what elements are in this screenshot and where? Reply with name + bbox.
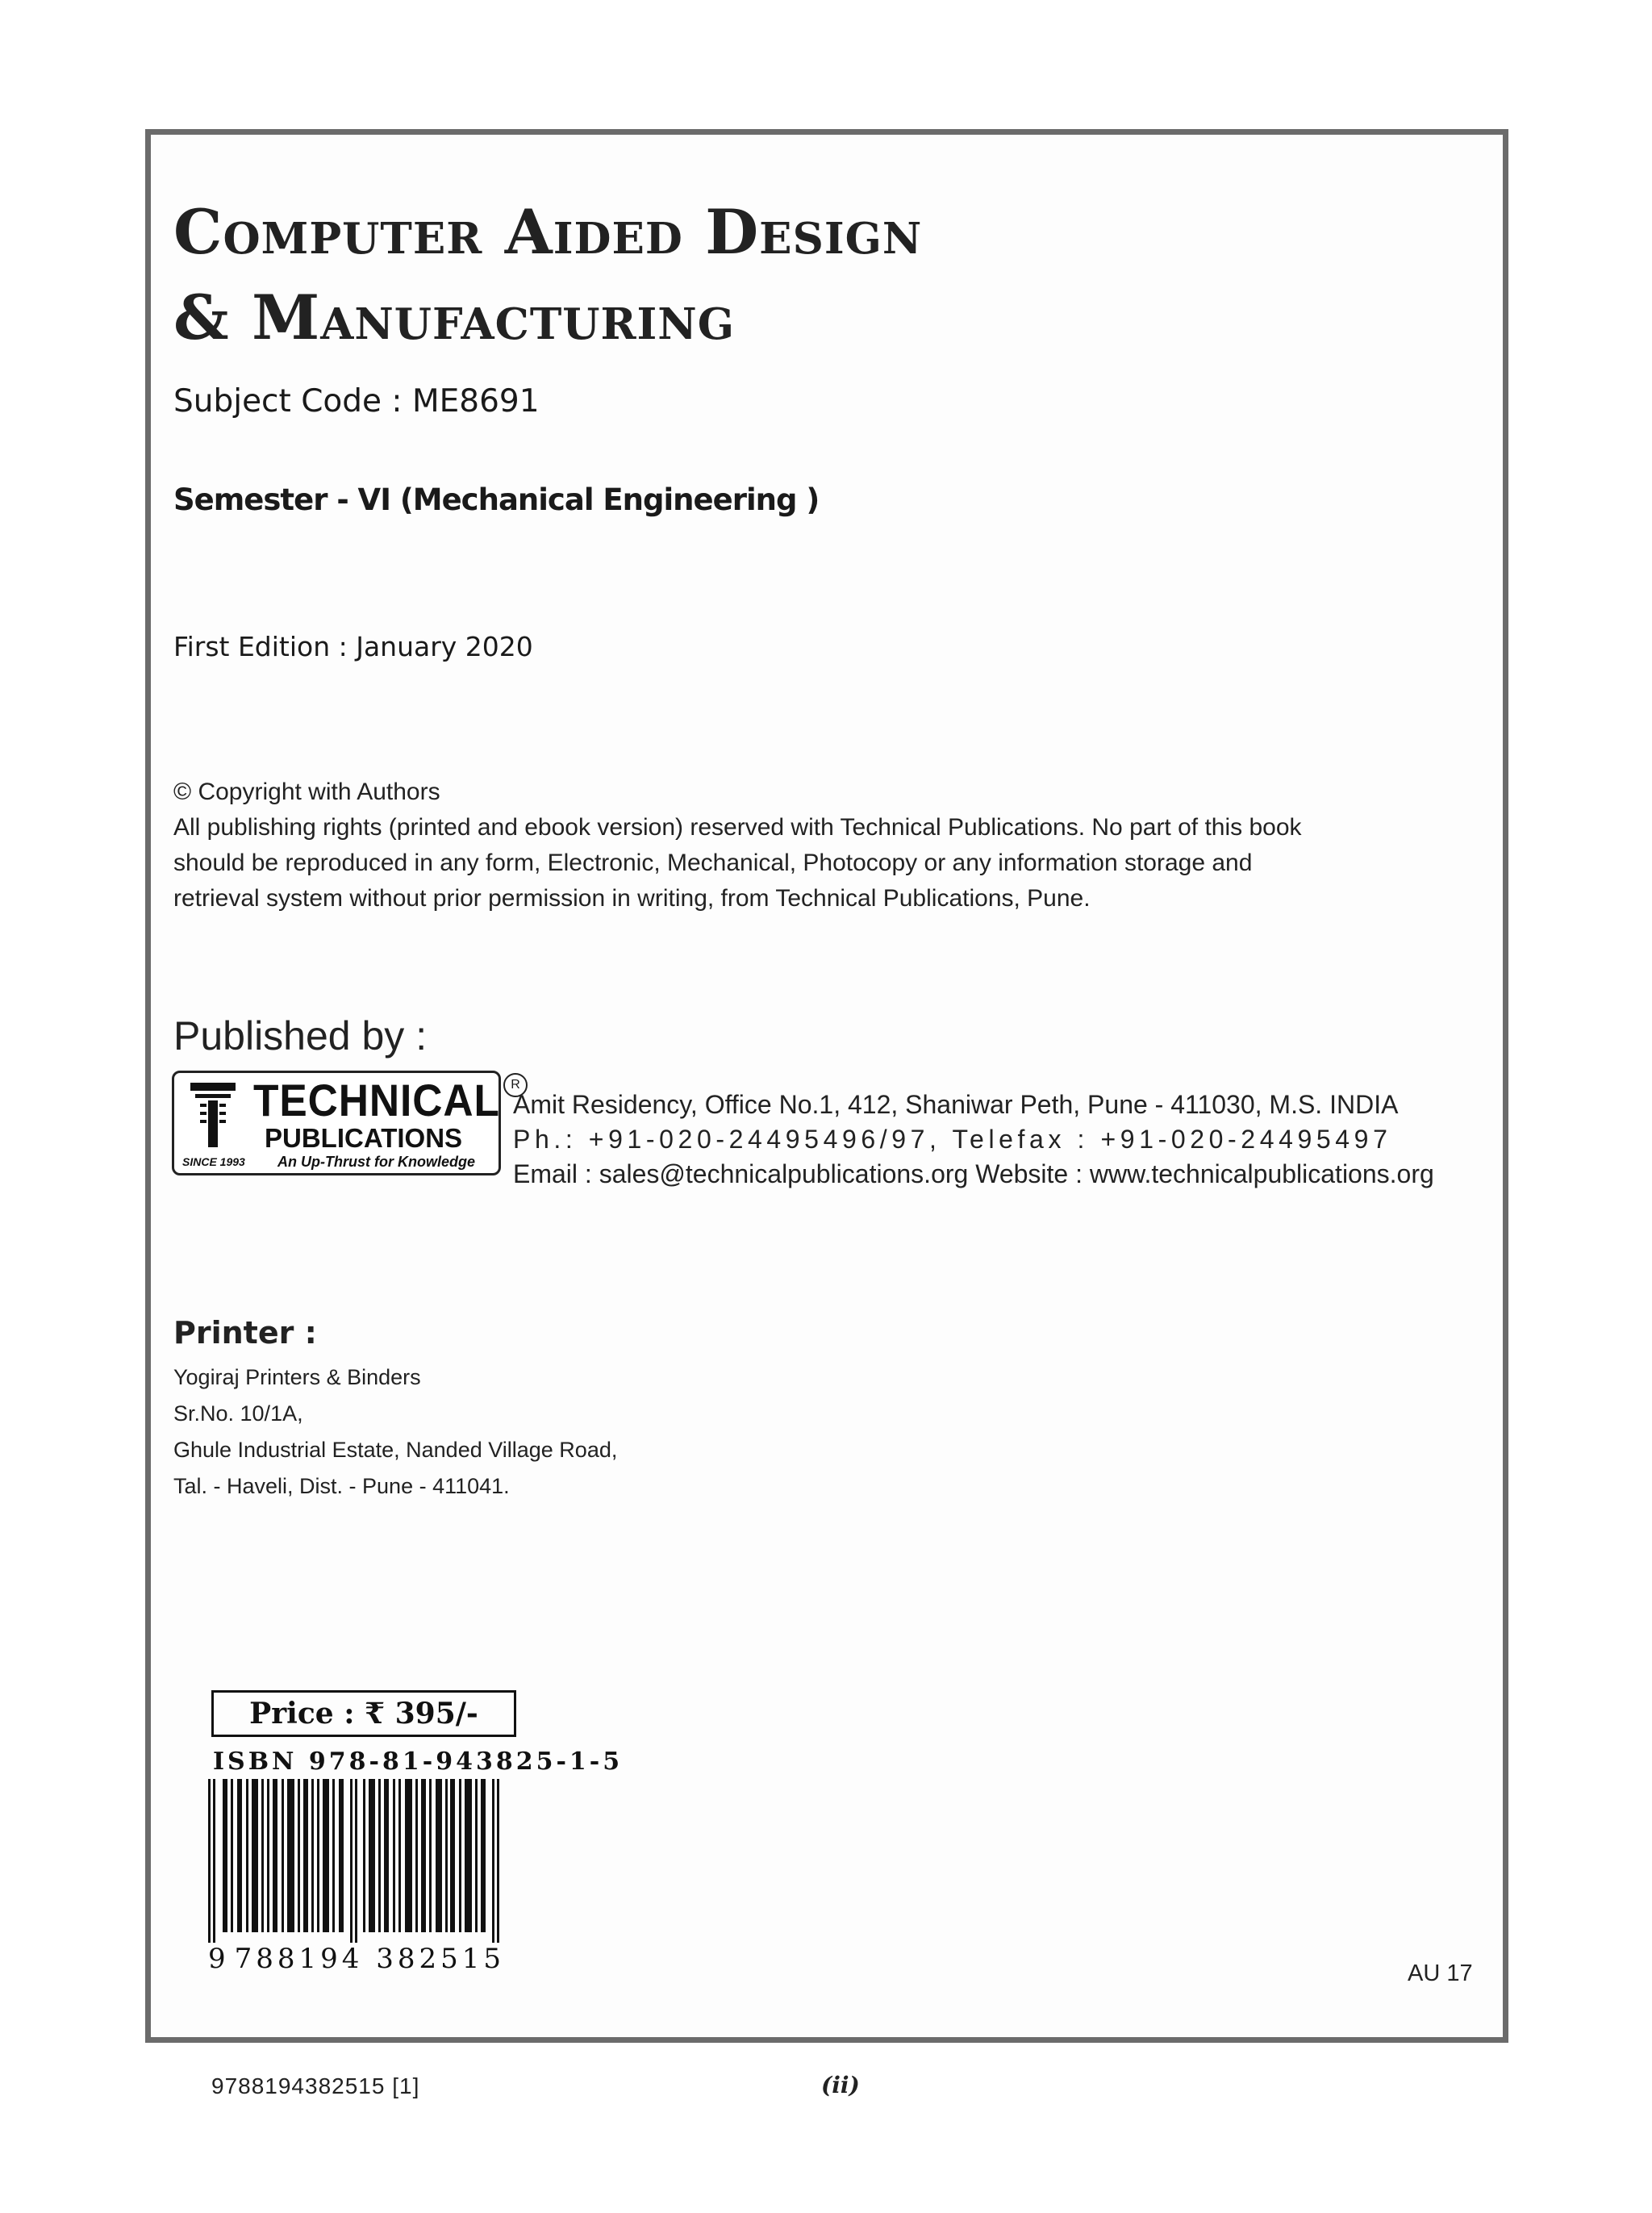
rights-line: retrieval system without prior permission in writing, from Technical Publications, Pune. [173, 885, 1091, 912]
printer-address-line: Tal. - Haveli, Dist. - Pune - 411041. [173, 1474, 510, 1498]
barcode-digits [208, 1943, 505, 1975]
printer-address-line: Ghule Industrial Estate, Nanded Village Road, [173, 1438, 618, 1462]
book-title-line-1: Computer Aided Design [173, 196, 923, 268]
price-label: Price : ₹ 395/- [211, 1690, 516, 1737]
barcode-number: 788194 382515 [234, 1943, 506, 1975]
book-title [173, 190, 922, 361]
publisher-phone: Ph.: +91-020-24495496/97, Telefax : +91-020-24495497 [513, 1125, 1392, 1154]
edition: First Edition : January 2020 [173, 631, 533, 662]
rights-line: All publishing rights (printed and ebook version) reserved with Technical Publications. No part of this book [173, 814, 1302, 841]
rights-line: should be reproduced in any form, Electronic, Mechanical, Photocopy or any information storage and [173, 850, 1253, 876]
publisher-logo [172, 1071, 520, 1175]
file-code: 9788194382515 [1] [211, 2073, 420, 2098]
publisher-contact [513, 1088, 1434, 1192]
page-number: (ii) [821, 2072, 860, 2098]
barcode-first-digit: 9 [208, 1943, 230, 1975]
publisher-since: SINCE 1993 [182, 1155, 245, 1168]
published-by-heading: Published by : [173, 1013, 428, 1058]
printer-address [173, 1359, 617, 1505]
semester: Semester - VI (Mechanical Engineering ) [173, 482, 820, 517]
printer-heading: Printer : [173, 1315, 317, 1351]
publisher-email-website: Email : sales@technicalpublications.org Website : www.technicalpublications.org [513, 1159, 1434, 1188]
publisher-t-icon [190, 1083, 236, 1150]
copyright-notice [173, 775, 1432, 917]
publisher-logo-subname: PUBLICATIONS [265, 1123, 463, 1153]
registered-mark-icon: R [503, 1073, 528, 1097]
isbn-barcode [208, 1779, 515, 1948]
copyright-line: © Copyright with Authors [173, 779, 440, 805]
isbn-number: ISBN 978-81-943825-1-5 [213, 1747, 624, 1776]
au-code: AU 17 [1408, 1960, 1473, 1986]
publisher-logo-name: TECHNICAL [253, 1075, 500, 1125]
subject-code: Subject Code : ME8691 [173, 383, 540, 420]
book-title-line-2: & Manufacturing [173, 282, 736, 353]
publisher-tagline: An Up-Thrust for Knowledge [277, 1154, 475, 1170]
printer-name: Yogiraj Printers & Binders [173, 1365, 421, 1389]
printer-address-line: Sr.No. 10/1A, [173, 1401, 303, 1426]
publisher-address: Amit Residency, Office No.1, 412, Shaniwar Peth, Pune - 411030, M.S. INDIA [513, 1090, 1399, 1119]
